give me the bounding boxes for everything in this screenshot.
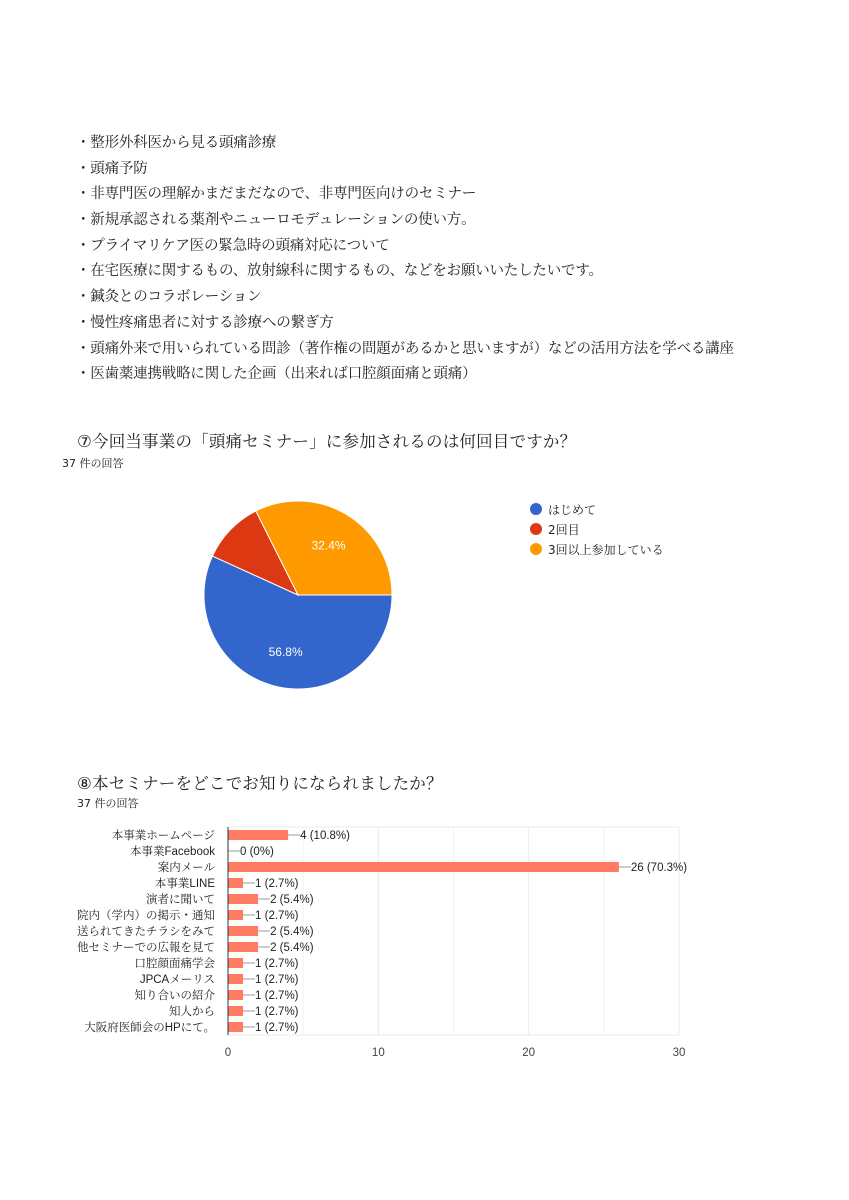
bar-data-label: 1 (2.7%) — [255, 958, 299, 970]
bar-data-label: 26 (70.3%) — [630, 862, 688, 874]
answer-item: ・頭痛外来で用いられている問診（著作権の問題があるかと思いますが）などの活用方法を学べる講座 — [76, 340, 734, 357]
answer-item: ・慢性疼痛患者に対する診療への繋ぎ方 — [76, 314, 334, 331]
x-tick-label: 30 — [672, 1047, 686, 1059]
legend-label: 2回目 — [548, 522, 580, 537]
category-label: 送られてきたチラシをみて — [77, 926, 215, 938]
bar-data-label: 0 (0%) — [240, 846, 274, 858]
category-label: 本事業LINE — [154, 878, 215, 890]
category-label: JPCAメーリス — [139, 974, 215, 986]
category-label: 大阪府医師会のHPにて。 — [84, 1022, 215, 1034]
bar-data-label: 1 (2.7%) — [255, 878, 299, 890]
pie-slice-label: 32.4% — [311, 538, 346, 553]
category-label: 本事業ホームページ — [111, 830, 215, 842]
answer-item: ・頭痛予防 — [76, 160, 148, 177]
q8-title: ⑧本セミナーをどこでお知りになられましたか？ — [77, 774, 443, 793]
bar-data-label: 1 (2.7%) — [255, 910, 299, 922]
legend-label: はじめて — [548, 502, 597, 517]
q8-response-count: 37 件の回答 — [77, 797, 139, 810]
bar[interactable] — [228, 942, 258, 952]
x-tick-label: 10 — [371, 1047, 385, 1059]
category-label: 知り合いの紹介 — [134, 990, 215, 1002]
bar-data-label: 2 (5.4%) — [270, 942, 314, 954]
answer-item: ・整形外科医から見る頭痛診療 — [76, 135, 277, 151]
bar-data-label: 1 (2.7%) — [255, 1022, 299, 1034]
bar[interactable] — [228, 862, 619, 872]
q7-title: ⑦今回当事業の「頭痛セミナー」に参加されるのは何回目ですか？ — [77, 432, 577, 451]
pie-slice-label: 56.8% — [268, 644, 303, 659]
category-label: 本事業Facebook — [129, 846, 215, 858]
bar[interactable] — [228, 830, 288, 840]
category-label: 案内メール — [157, 862, 215, 874]
answer-item: ・鍼灸とのコラボレーション — [76, 289, 262, 306]
category-label: 知人から — [169, 1006, 215, 1018]
bar-data-label: 2 (5.4%) — [270, 894, 314, 906]
bar[interactable] — [228, 958, 243, 968]
bar[interactable] — [228, 878, 243, 888]
bar[interactable] — [228, 1022, 243, 1032]
bar[interactable] — [228, 974, 243, 984]
bar-data-label: 1 (2.7%) — [255, 974, 299, 986]
x-tick-label: 0 — [224, 1047, 232, 1059]
answer-item: ・在宅医療に関するもの、放射線科に関するもの、などをお願いいたしたいです。 — [76, 263, 603, 280]
q7-response-count: 37 件の回答 — [62, 457, 124, 470]
category-label: 他セミナーでの広報を見て — [77, 942, 215, 954]
bar-data-label: 2 (5.4%) — [270, 926, 314, 938]
x-tick-label: 20 — [522, 1047, 536, 1059]
answer-item: ・医歯薬連携戦略に関した企画（出来れば口腔顔面痛と頭痛） — [76, 366, 477, 383]
bar[interactable] — [228, 910, 243, 920]
bar-data-label: 1 (2.7%) — [255, 990, 299, 1002]
bar-data-label: 1 (2.7%) — [255, 1006, 299, 1018]
answer-item: ・非専門医の理解かまだまだなので、非専門医向けのセミナー — [76, 186, 477, 203]
bar[interactable] — [228, 990, 243, 1000]
bar[interactable] — [228, 894, 258, 904]
answer-item: ・プライマリケア医の緊急時の頭痛対応について — [76, 237, 390, 254]
category-label: 院内（学内）の掲示・通知 — [77, 910, 215, 922]
bar-data-label: 4 (10.8%) — [300, 830, 350, 842]
category-label: 口腔顔面痛学会 — [134, 958, 215, 970]
answer-item: ・新規承認される薬剤やニューロモデュレーションの使い方。 — [76, 212, 476, 229]
legend-label: 3回以上参加している — [548, 542, 664, 557]
bar[interactable] — [228, 926, 258, 936]
category-label: 演者に聞いて — [146, 894, 215, 906]
bar[interactable] — [228, 1006, 243, 1016]
